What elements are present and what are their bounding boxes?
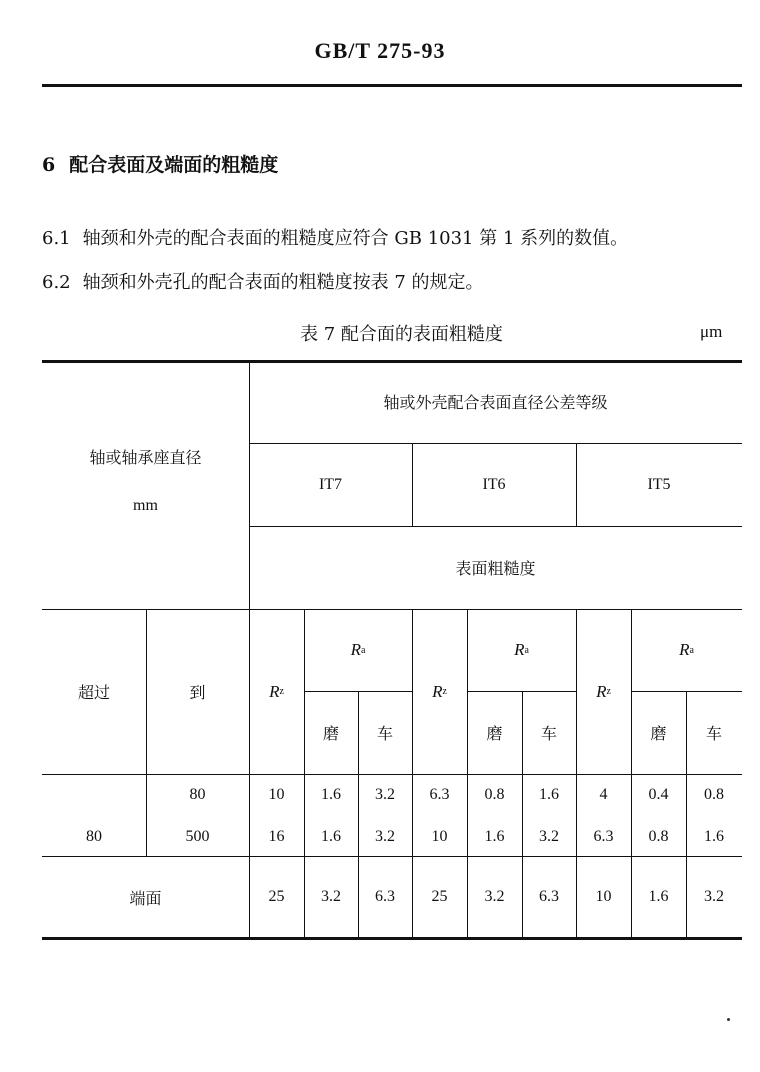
rz-subscript: z	[442, 686, 447, 697]
value-cell: 0.8	[704, 786, 724, 803]
roughness-header: 表面粗糙度	[455, 559, 536, 578]
paragraph-6-1	[42, 224, 628, 250]
row-to: 500	[185, 828, 210, 845]
value-cell: 16	[268, 828, 285, 845]
turn-header: 车	[540, 724, 557, 743]
value-cell: 6.3	[375, 888, 395, 905]
paragraph-6-2	[42, 268, 484, 294]
value-cell: 1.6	[704, 828, 724, 845]
ra-subscript: a	[360, 644, 366, 656]
ra-header	[304, 609, 412, 691]
value-cell: 6.3	[429, 786, 450, 803]
tolerance-grade-header: 轴或外壳配合表面直径公差等级	[383, 393, 608, 412]
value-cell: 1.6	[648, 888, 669, 905]
value-cell: 25	[268, 888, 285, 905]
grade-it6: IT6	[482, 475, 506, 493]
row-over: 80	[86, 828, 102, 845]
rz-header	[412, 609, 467, 774]
grind-header: 磨	[486, 724, 503, 743]
value-cell: 3.2	[321, 888, 341, 905]
value-cell: 3.2	[704, 888, 724, 905]
standard-code-header: GB/T 275-93	[314, 38, 446, 63]
rz-header	[249, 609, 304, 774]
value-cell: 3.2	[539, 828, 559, 845]
row-over	[42, 780, 146, 810]
paragraph-text: 轴颈和外壳的配合表面的粗糙度应符合 GB 1031 第 1 系列的数值。	[82, 228, 629, 249]
rz-subscript: z	[606, 686, 611, 697]
value-cell: 10	[268, 786, 285, 803]
table-unit: μm	[700, 322, 723, 341]
table-bottom-rule	[42, 937, 742, 940]
scan-speck	[727, 1018, 730, 1021]
turn-header: 车	[705, 724, 722, 743]
rz-symbol: R	[432, 681, 443, 701]
value-cell: 6.3	[539, 888, 559, 905]
over-header: 超过	[77, 683, 110, 702]
header-rule	[42, 84, 742, 87]
value-cell: 1.6	[321, 828, 341, 845]
value-cell: 0.4	[648, 786, 669, 803]
ra-symbol: R	[679, 640, 690, 659]
value-cell: 10	[595, 888, 612, 905]
value-cell: 0.8	[484, 786, 505, 803]
diameter-unit: mm	[133, 497, 158, 514]
table-caption: 表 7 配合面的表面粗糙度	[300, 324, 503, 345]
section-heading	[42, 150, 278, 177]
value-cell: 1.6	[321, 786, 341, 803]
grind-header: 磨	[650, 724, 667, 743]
diameter-header: 轴或轴承座直径	[89, 447, 202, 467]
end-face-label: 端面	[129, 888, 162, 908]
ra-subscript: a	[689, 644, 694, 656]
turn-header: 车	[376, 724, 393, 743]
rz-symbol: R	[596, 681, 607, 701]
grade-it7: IT7	[318, 475, 343, 493]
table-rule	[42, 774, 742, 775]
value-cell: 1.6	[539, 786, 559, 803]
paragraph-text: 轴颈和外壳孔的配合表面的粗糙度按表 7 的规定。	[82, 272, 484, 293]
ra-header	[467, 609, 576, 691]
ra-symbol: R	[350, 640, 361, 659]
rz-symbol: R	[269, 681, 280, 701]
value-cell: 3.2	[375, 786, 395, 803]
rz-header	[576, 609, 631, 774]
rz-subscript: z	[279, 686, 284, 697]
value-cell: 3.2	[484, 888, 505, 905]
roughness-table	[42, 360, 742, 940]
to-header: 到	[189, 683, 206, 702]
section-number: 6	[42, 154, 56, 176]
value-cell: 1.6	[484, 828, 505, 845]
value-cell: 3.2	[375, 828, 395, 845]
value-cell: 10	[431, 828, 448, 845]
row-to: 80	[189, 786, 206, 803]
paragraph-number: 6.2	[42, 272, 71, 293]
paragraph-number: 6.1	[42, 228, 71, 249]
grind-header: 磨	[322, 724, 339, 743]
grade-it5: IT5	[647, 475, 671, 493]
value-cell: 4	[599, 786, 608, 803]
ra-header	[631, 609, 742, 691]
value-cell: 25	[431, 888, 448, 905]
ra-symbol: R	[514, 640, 525, 659]
section-title: 配合表面及端面的粗糙度	[69, 154, 279, 176]
ra-subscript: a	[524, 644, 529, 656]
value-cell: 6.3	[593, 828, 614, 845]
value-cell: 0.8	[648, 828, 669, 845]
